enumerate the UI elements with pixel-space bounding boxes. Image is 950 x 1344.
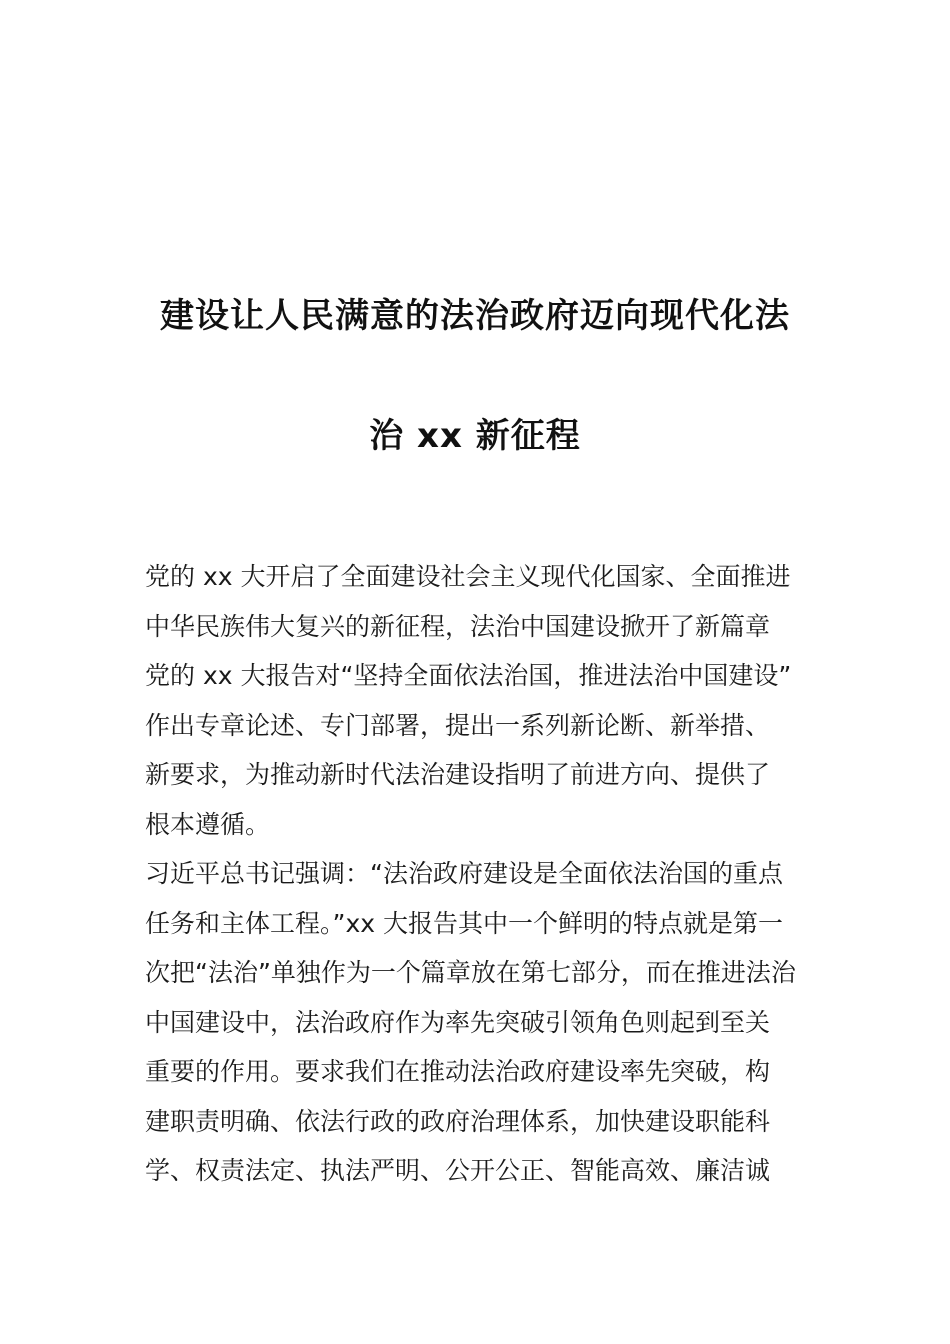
body-line: 根本遵循。	[145, 809, 271, 839]
body-line: 习近平总书记强调：“法治政府建设是全面依法治国的重点	[145, 859, 783, 888]
body-line: 中华民族伟大复兴的新征程，法治中国建设掀开了新篇章	[145, 611, 771, 641]
body-line: 作出专章论述、专门部署，提出一系列新论断、新举措、	[145, 710, 771, 740]
body-line: 中国建设中，法治政府作为率先突破引领角色则起到至关	[145, 1007, 771, 1037]
body-line: 党的 xx 大开启了全面建设社会主义现代化国家、全面推进	[145, 562, 791, 591]
body-line: 次把“法治”单独作为一个篇章放在第七部分，而在推进法治	[145, 958, 796, 987]
document-body	[145, 552, 810, 1196]
document-title-line-1: 建设让人民满意的法治政府迈向现代化法	[160, 296, 790, 336]
body-line: 重要的作用。要求我们在推动法治政府建设率先突破，构	[145, 1057, 771, 1086]
document-title-line-2: 治 xx 新征程	[369, 416, 581, 456]
body-line: 新要求，为推动新时代法治建设指明了前进方向、提供了	[145, 760, 771, 789]
body-line: 任务和主体工程。”xx 大报告其中一个鲜明的特点就是第一	[145, 908, 783, 938]
body-line: 学、权责法定、执法严明、公开公正、智能高效、廉洁诚	[145, 1156, 771, 1185]
body-line: 建职责明确、依法行政的政府治理体系，加快建设职能科	[145, 1106, 771, 1136]
body-line: 党的 xx 大报告对“坚持全面依法治国，推进法治中国建设”	[145, 661, 792, 690]
